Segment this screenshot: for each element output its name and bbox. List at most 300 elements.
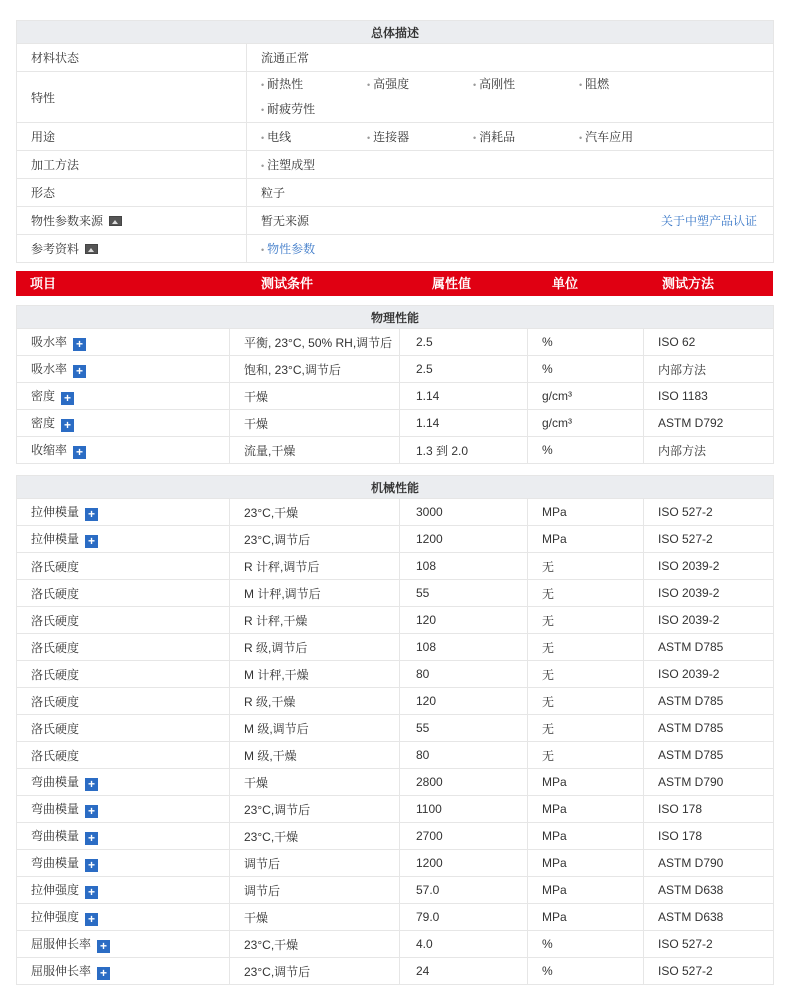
property-value-cell xyxy=(400,796,528,823)
test-method: ISO 178 xyxy=(658,802,703,816)
property-value: 2.5 xyxy=(416,362,433,376)
property-name: 拉伸模量 xyxy=(31,505,80,519)
property-row xyxy=(17,526,774,553)
test-condition: 调节后 xyxy=(244,856,281,871)
test-method: ISO 527-2 xyxy=(658,964,713,978)
property-value-cell xyxy=(400,634,528,661)
unit: % xyxy=(542,937,553,951)
overview-label xyxy=(17,235,247,263)
test-method-cell xyxy=(644,661,774,688)
property-value-cell xyxy=(400,688,528,715)
test-condition: R 级,调节后 xyxy=(244,640,308,655)
property-name: 洛氏硬度 xyxy=(31,559,80,574)
property-name: 密度 xyxy=(31,416,56,430)
property-name: 收缩率 xyxy=(31,443,68,457)
property-row xyxy=(17,823,774,850)
property-value: 4.0 xyxy=(416,937,433,951)
unit: % xyxy=(542,362,553,376)
property-name-cell xyxy=(17,850,230,877)
test-condition: 干燥 xyxy=(244,910,269,925)
test-condition: 23°C,干燥 xyxy=(244,505,299,520)
property-value-cell xyxy=(400,661,528,688)
property-name: 拉伸强度 xyxy=(31,910,80,924)
test-method-cell xyxy=(644,383,774,410)
property-name: 拉伸模量 xyxy=(31,532,80,546)
property-name-cell xyxy=(17,742,230,769)
test-method: ISO 178 xyxy=(658,829,703,843)
property-name: 洛氏硬度 xyxy=(31,721,80,736)
expand-plus-icon[interactable]: + xyxy=(61,392,74,405)
property-name-cell xyxy=(17,383,230,410)
unit-cell xyxy=(528,383,644,410)
property-name-cell xyxy=(17,661,230,688)
property-name-cell xyxy=(17,688,230,715)
expand-plus-icon[interactable]: + xyxy=(85,778,98,791)
test-condition: R 计秤,调节后 xyxy=(244,559,320,574)
unit-cell xyxy=(528,796,644,823)
property-value: 55 xyxy=(416,586,430,600)
expand-plus-icon[interactable]: + xyxy=(85,805,98,818)
unit: MPa xyxy=(542,856,567,870)
test-condition: M 级,调节后 xyxy=(244,721,309,736)
property-name: 洛氏硬度 xyxy=(31,694,80,709)
test-condition-cell xyxy=(230,850,400,877)
test-condition-cell xyxy=(230,580,400,607)
test-method: ASTM D638 xyxy=(658,883,724,897)
column-header-bar xyxy=(16,271,773,296)
overview-label-text: 形态 xyxy=(31,186,56,200)
unit: g/cm³ xyxy=(542,416,572,430)
property-name-cell xyxy=(17,715,230,742)
property-row xyxy=(17,877,774,904)
test-condition: M 计秤,调节后 xyxy=(244,586,321,601)
property-value: 1100 xyxy=(416,802,442,816)
unit-cell xyxy=(528,958,644,985)
unit: 无 xyxy=(542,613,555,628)
col-method: 测试方法 xyxy=(662,276,715,291)
overview-value-text: 粒子 xyxy=(261,186,286,200)
overview-title: 总体描述 xyxy=(17,21,774,44)
expand-plus-icon[interactable]: + xyxy=(73,338,86,351)
expand-plus-icon[interactable]: + xyxy=(85,859,98,872)
test-condition: 干燥 xyxy=(244,775,269,790)
unit: 无 xyxy=(542,748,555,763)
property-name: 屈服伸长率 xyxy=(31,964,92,978)
expand-plus-icon[interactable]: + xyxy=(85,886,98,899)
image-icon[interactable] xyxy=(85,244,98,254)
unit: % xyxy=(542,964,553,978)
property-name-cell xyxy=(17,823,230,850)
overview-label xyxy=(17,123,247,151)
unit: 无 xyxy=(542,559,555,574)
unit-cell xyxy=(528,850,644,877)
physical-table xyxy=(16,305,774,464)
feature-tag: • 耐热性 xyxy=(261,72,367,97)
property-value-cell xyxy=(400,329,528,356)
property-value: 80 xyxy=(416,748,430,762)
property-row xyxy=(17,931,774,958)
col-value: 属性值 xyxy=(432,276,472,291)
reference-link[interactable]: • 物性参数 xyxy=(261,240,367,257)
test-condition-cell xyxy=(230,742,400,769)
unit: 无 xyxy=(542,667,555,682)
property-name-cell xyxy=(17,607,230,634)
test-condition-cell xyxy=(230,904,400,931)
unit: MPa xyxy=(542,829,567,843)
certification-link[interactable]: 关于中塑产品认证 xyxy=(661,214,758,228)
overview-label xyxy=(17,207,247,235)
unit-cell xyxy=(528,607,644,634)
test-method-cell xyxy=(644,877,774,904)
property-name-cell xyxy=(17,553,230,580)
property-row xyxy=(17,553,774,580)
test-method: ASTM D785 xyxy=(658,748,724,762)
test-method: ASTM D792 xyxy=(658,416,724,430)
property-name: 密度 xyxy=(31,389,56,403)
test-condition-cell xyxy=(230,661,400,688)
col-item: 项目 xyxy=(30,276,57,291)
overview-label xyxy=(17,44,247,72)
overview-label xyxy=(17,179,247,207)
property-row xyxy=(17,580,774,607)
property-value-cell xyxy=(400,607,528,634)
test-condition-cell xyxy=(230,958,400,985)
unit-cell xyxy=(528,688,644,715)
property-value-cell xyxy=(400,383,528,410)
overview-label-text: 物性参数来源 xyxy=(31,214,104,228)
feature-tag: • 电线 xyxy=(261,128,367,145)
unit-cell xyxy=(528,553,644,580)
property-value-cell xyxy=(400,904,528,931)
unit-cell xyxy=(528,904,644,931)
property-row xyxy=(17,329,774,356)
property-value-cell xyxy=(400,931,528,958)
property-value-cell xyxy=(400,769,528,796)
test-condition-cell xyxy=(230,526,400,553)
property-name: 弯曲模量 xyxy=(31,775,80,789)
mechanical-table xyxy=(16,475,774,985)
col-condition: 测试条件 xyxy=(261,276,314,291)
test-condition-cell xyxy=(230,823,400,850)
property-name: 拉伸强度 xyxy=(31,883,80,897)
overview-value xyxy=(247,179,774,207)
property-name: 吸水率 xyxy=(31,362,68,376)
property-value: 57.0 xyxy=(416,883,440,897)
property-row xyxy=(17,634,774,661)
test-condition: 23°C,干燥 xyxy=(244,937,299,952)
unit: 无 xyxy=(542,586,555,601)
test-method-cell xyxy=(644,904,774,931)
unit-cell xyxy=(528,634,644,661)
property-name-cell xyxy=(17,877,230,904)
unit: % xyxy=(542,335,553,349)
property-value: 80 xyxy=(416,667,430,681)
property-row xyxy=(17,742,774,769)
overview-label-text: 材料状态 xyxy=(31,51,80,65)
property-value-cell xyxy=(400,580,528,607)
test-method: 内部方法 xyxy=(658,362,707,377)
unit-cell xyxy=(528,877,644,904)
property-name-cell xyxy=(17,769,230,796)
test-method: ISO 2039-2 xyxy=(658,667,720,681)
property-row xyxy=(17,688,774,715)
overview-label-text: 特性 xyxy=(31,90,56,105)
overview-value xyxy=(247,44,774,72)
expand-plus-icon[interactable]: + xyxy=(73,365,86,378)
unit-cell xyxy=(528,356,644,383)
test-method-cell xyxy=(644,410,774,437)
property-name-cell xyxy=(17,499,230,526)
property-value-cell xyxy=(400,526,528,553)
test-condition-cell xyxy=(230,688,400,715)
property-name-cell xyxy=(17,796,230,823)
expand-plus-icon[interactable]: + xyxy=(85,913,98,926)
property-value: 1.14 xyxy=(416,416,440,430)
test-method-cell xyxy=(644,356,774,383)
unit: 无 xyxy=(542,694,555,709)
property-row xyxy=(17,607,774,634)
test-method-cell xyxy=(644,742,774,769)
property-value: 1200 xyxy=(416,856,443,870)
feature-tag: • 消耗品 xyxy=(473,128,579,145)
property-value-cell xyxy=(400,553,528,580)
property-value: 108 xyxy=(416,640,437,654)
expand-plus-icon[interactable]: + xyxy=(85,535,98,548)
unit-cell xyxy=(528,769,644,796)
unit-cell xyxy=(528,661,644,688)
test-method-cell xyxy=(644,607,774,634)
overview-value xyxy=(247,207,774,235)
physical-title: 物理性能 xyxy=(17,306,774,329)
expand-plus-icon[interactable]: + xyxy=(61,419,74,432)
overview-row xyxy=(17,179,774,207)
test-method: ASTM D785 xyxy=(658,694,724,708)
property-name: 洛氏硬度 xyxy=(31,748,80,763)
overview-value xyxy=(247,72,774,123)
overview-label-text: 用途 xyxy=(31,130,56,144)
property-value-cell xyxy=(400,850,528,877)
test-condition-cell xyxy=(230,715,400,742)
test-method-cell xyxy=(644,499,774,526)
test-condition: 23°C,调节后 xyxy=(244,964,311,979)
overview-label xyxy=(17,72,247,123)
unit: MPa xyxy=(542,802,567,816)
property-value: 55 xyxy=(416,721,430,735)
property-name-cell xyxy=(17,580,230,607)
test-condition: 干燥 xyxy=(244,389,269,404)
expand-plus-icon[interactable]: + xyxy=(85,832,98,845)
test-condition-cell xyxy=(230,437,400,464)
test-method-cell xyxy=(644,553,774,580)
unit: 无 xyxy=(542,640,555,655)
property-value: 2700 xyxy=(416,829,443,843)
col-unit: 单位 xyxy=(552,276,579,291)
property-name: 吸水率 xyxy=(31,335,68,349)
test-method: ISO 2039-2 xyxy=(658,613,720,627)
unit: MPa xyxy=(542,775,567,789)
test-condition: 流量,干燥 xyxy=(244,443,296,458)
property-row xyxy=(17,356,774,383)
test-condition: 23°C,调节后 xyxy=(244,532,311,547)
property-value: 108 xyxy=(416,559,437,573)
test-method-cell xyxy=(644,329,774,356)
test-condition-cell xyxy=(230,931,400,958)
overview-label xyxy=(17,151,247,179)
property-name-cell xyxy=(17,526,230,553)
test-method-cell xyxy=(644,715,774,742)
unit-cell xyxy=(528,715,644,742)
property-name: 屈服伸长率 xyxy=(31,937,92,951)
expand-plus-icon[interactable]: + xyxy=(73,446,86,459)
property-row xyxy=(17,661,774,688)
test-condition: 调节后 xyxy=(244,883,281,898)
test-method: ISO 2039-2 xyxy=(658,586,720,600)
property-value: 120 xyxy=(416,694,437,708)
test-condition-cell xyxy=(230,607,400,634)
overview-value xyxy=(247,235,774,263)
expand-plus-icon[interactable]: + xyxy=(85,508,98,521)
unit-cell xyxy=(528,931,644,958)
test-method-cell xyxy=(644,769,774,796)
mechanical-title: 机械性能 xyxy=(17,476,774,499)
expand-plus-icon[interactable]: + xyxy=(97,967,110,980)
expand-plus-icon[interactable]: + xyxy=(97,940,110,953)
property-value-cell xyxy=(400,499,528,526)
overview-label-text: 参考资料 xyxy=(31,242,80,256)
overview-row xyxy=(17,44,774,72)
property-value: 2.5 xyxy=(416,335,433,349)
image-icon[interactable] xyxy=(109,216,122,226)
test-method-cell xyxy=(644,580,774,607)
test-method: ISO 62 xyxy=(658,335,696,349)
property-name: 洛氏硬度 xyxy=(31,586,80,601)
test-condition-cell xyxy=(230,634,400,661)
test-condition-cell xyxy=(230,877,400,904)
test-method: ISO 1183 xyxy=(658,389,708,403)
property-name-cell xyxy=(17,329,230,356)
test-condition: 饱和, 23°C,调节后 xyxy=(244,362,341,377)
property-row xyxy=(17,958,774,985)
unit-cell xyxy=(528,526,644,553)
test-condition-cell xyxy=(230,329,400,356)
unit-cell xyxy=(528,823,644,850)
test-method-cell xyxy=(644,437,774,464)
unit-cell xyxy=(528,742,644,769)
test-method: ISO 527-2 xyxy=(658,505,713,519)
overview-value xyxy=(247,151,774,179)
test-method: ISO 2039-2 xyxy=(658,559,720,573)
property-value-cell xyxy=(400,715,528,742)
overview-row xyxy=(17,123,774,151)
test-method-cell xyxy=(644,931,774,958)
property-value: 2800 xyxy=(416,775,443,789)
property-value-cell xyxy=(400,437,528,464)
property-name-cell xyxy=(17,931,230,958)
property-name-cell xyxy=(17,904,230,931)
test-condition-cell xyxy=(230,769,400,796)
property-value: 1.3 到 2.0 xyxy=(416,443,469,458)
property-name-cell xyxy=(17,634,230,661)
test-condition: R 级,干燥 xyxy=(244,694,296,709)
overview-row xyxy=(17,72,774,123)
test-method-cell xyxy=(644,634,774,661)
property-value: 120 xyxy=(416,613,437,627)
test-condition: 干燥 xyxy=(244,416,269,431)
feature-tag: • 耐疲劳性 xyxy=(261,97,367,122)
feature-tag: • 注塑成型 xyxy=(261,156,367,173)
test-condition-cell xyxy=(230,499,400,526)
property-name-cell xyxy=(17,356,230,383)
property-row xyxy=(17,383,774,410)
test-method-cell xyxy=(644,796,774,823)
test-condition: M 计秤,干燥 xyxy=(244,667,309,682)
unit-cell xyxy=(528,499,644,526)
unit: MPa xyxy=(542,505,567,519)
property-value: 24 xyxy=(416,964,430,978)
property-name-cell xyxy=(17,410,230,437)
overview-label-text: 加工方法 xyxy=(31,158,80,172)
test-method: 内部方法 xyxy=(658,443,707,458)
test-method-cell xyxy=(644,958,774,985)
property-name: 洛氏硬度 xyxy=(31,640,80,655)
property-value-cell xyxy=(400,410,528,437)
property-value-cell xyxy=(400,823,528,850)
property-row xyxy=(17,796,774,823)
test-method: ISO 527-2 xyxy=(658,937,713,951)
unit-cell xyxy=(528,437,644,464)
property-name: 弯曲模量 xyxy=(31,802,80,816)
unit: 无 xyxy=(542,721,555,736)
overview-row xyxy=(17,235,774,263)
property-name: 弯曲模量 xyxy=(31,856,80,870)
unit: g/cm³ xyxy=(542,389,572,403)
overview-row xyxy=(17,151,774,179)
property-value-cell xyxy=(400,958,528,985)
property-value: 1.14 xyxy=(416,389,440,403)
test-condition: 23°C,干燥 xyxy=(244,829,299,844)
test-method: ASTM D638 xyxy=(658,910,724,924)
property-name-cell xyxy=(17,958,230,985)
unit-cell xyxy=(528,329,644,356)
property-row xyxy=(17,437,774,464)
property-value: 3000 xyxy=(416,505,443,519)
test-condition-cell xyxy=(230,383,400,410)
property-name: 洛氏硬度 xyxy=(31,667,80,682)
test-condition: 23°C,调节后 xyxy=(244,802,311,817)
test-method: ASTM D785 xyxy=(658,640,724,654)
test-condition: R 计秤,干燥 xyxy=(244,613,308,628)
test-method-cell xyxy=(644,688,774,715)
property-value-cell xyxy=(400,742,528,769)
feature-tag: • 高强度 xyxy=(367,72,473,97)
property-row xyxy=(17,769,774,796)
unit: MPa xyxy=(542,532,567,546)
property-name: 洛氏硬度 xyxy=(31,613,80,628)
test-method-cell xyxy=(644,823,774,850)
test-condition-cell xyxy=(230,356,400,383)
property-row xyxy=(17,499,774,526)
feature-tag: • 汽车应用 xyxy=(579,128,685,145)
unit-cell xyxy=(528,580,644,607)
overview-table xyxy=(16,20,774,263)
property-row xyxy=(17,410,774,437)
property-value-cell xyxy=(400,877,528,904)
property-value: 79.0 xyxy=(416,910,440,924)
test-condition-cell xyxy=(230,553,400,580)
overview-value-text: 流通正常 xyxy=(261,51,310,65)
property-name: 弯曲模量 xyxy=(31,829,80,843)
property-value-cell xyxy=(400,356,528,383)
